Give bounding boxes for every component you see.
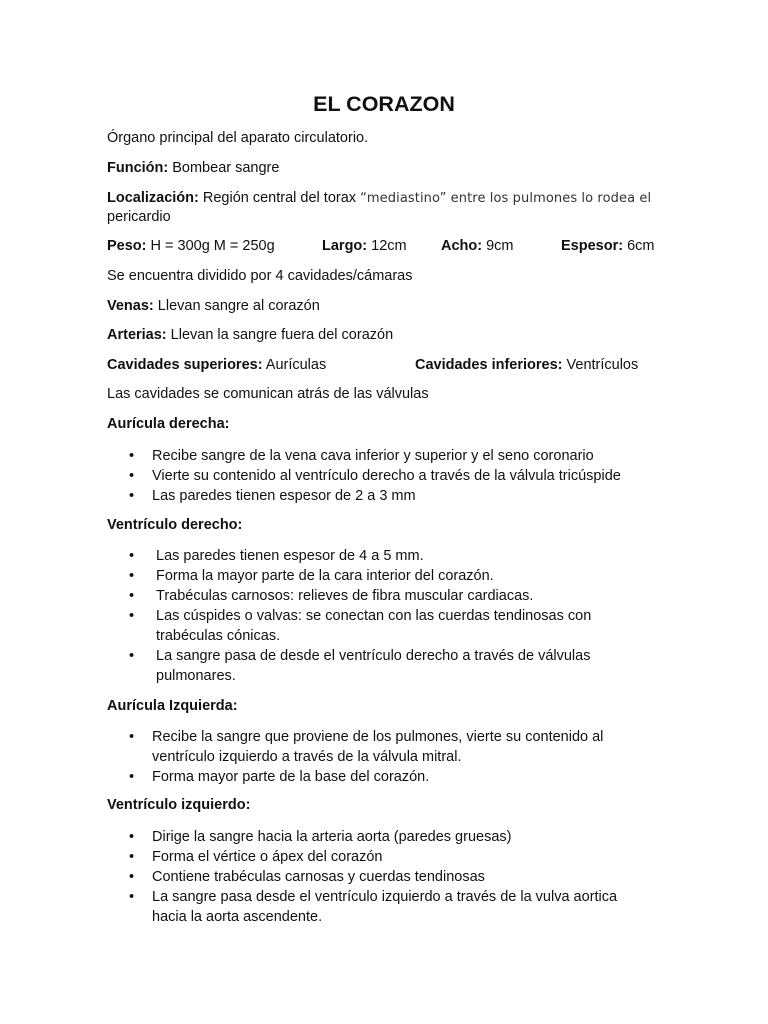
cavidades-inf-value: Ventrículos	[562, 357, 639, 373]
venas-line	[107, 297, 320, 317]
medidas-row	[107, 237, 667, 257]
list-item: • La sangre pasa de desde el ventrículo derecho a través de válvulas pulmonares.	[107, 646, 617, 686]
comunicacion-text: Las cavidades se comunican atrás de las válvulas	[107, 386, 429, 402]
localizacion-text: Región central del torax	[198, 190, 361, 206]
funcion-label: Función:	[107, 160, 169, 176]
cavidades-inf-label: Cavidades inferiores:	[415, 357, 563, 373]
cavidades-superiores	[107, 356, 326, 376]
auricula-izquierda-heading: Aurícula Izquierda:	[107, 698, 238, 714]
list-item: • Forma mayor parte de la base del corazón.	[107, 767, 632, 787]
list-item: • La sangre pasa desde el ventrículo izquierdo a través de la vulva aortica hacia la aorta ascendente.	[107, 887, 642, 927]
peso-value: H = 300g M = 250g	[146, 238, 275, 254]
peso-label: Peso:	[107, 238, 147, 254]
acho-value: 9cm	[482, 238, 514, 254]
ventriculo-izquierdo-list	[107, 827, 642, 927]
localizacion-label: Localización:	[107, 190, 199, 206]
localizacion-line2: pericardio	[107, 209, 171, 225]
espesor-field	[561, 237, 654, 257]
largo-value: 12cm	[367, 238, 407, 254]
cavidades-inferiores	[415, 356, 638, 376]
auricula-derecha-list	[107, 446, 667, 506]
espesor-label: Espesor:	[561, 238, 624, 254]
section-heading	[107, 796, 250, 816]
intro-text: Órgano principal del aparato circulatorio.	[107, 130, 369, 146]
venas-label: Venas:	[107, 298, 154, 314]
funcion-text: Bombear sangre	[168, 160, 280, 176]
cavidades-row	[107, 356, 667, 376]
localizacion-quoted: “mediastino” entre los pulmones lo rodea el	[360, 191, 652, 206]
section-heading	[107, 516, 242, 536]
auricula-izquierda-list	[107, 727, 632, 787]
acho-field	[441, 237, 514, 257]
largo-field	[322, 237, 407, 257]
auricula-derecha-heading: Aurícula derecha:	[107, 416, 230, 432]
ventriculo-derecho-list	[107, 546, 617, 686]
funcion-line	[107, 159, 279, 179]
peso-field	[107, 237, 275, 257]
venas-text: Llevan sangre al corazón	[153, 298, 320, 314]
acho-label: Acho:	[441, 238, 483, 254]
cavidades-sup-label: Cavidades superiores:	[107, 357, 263, 373]
section-heading	[107, 415, 230, 435]
list-item: • Las paredes tienen espesor de 4 a 5 mm.	[107, 546, 617, 566]
ventriculo-izquierdo-heading: Ventrículo izquierdo:	[107, 797, 251, 813]
ventriculo-derecho-heading: Ventrículo derecho:	[107, 517, 243, 533]
list-item: • Recibe sangre de la vena cava inferior y superior y el seno coronario	[107, 446, 667, 466]
division-text: Se encuentra dividido por 4 cavidades/cámaras	[107, 268, 413, 284]
localizacion-line	[107, 189, 651, 209]
list-item: • Dirige la sangre hacia la arteria aorta (paredes gruesas)	[107, 827, 642, 847]
section-heading	[107, 697, 238, 717]
list-item: • Las cúspides o valvas: se conectan con las cuerdas tendinosas con trabéculas cónicas.	[107, 606, 617, 646]
list-item: • Forma la mayor parte de la cara interior del corazón.	[107, 566, 617, 586]
list-item: • Contiene trabéculas carnosas y cuerdas tendinosas	[107, 867, 642, 887]
arterias-label: Arterias:	[107, 327, 167, 343]
list-item: • Vierte su contenido al ventrículo derecho a través de la válvula tricúspide	[107, 466, 667, 486]
largo-label: Largo:	[322, 238, 368, 254]
espesor-value: 6cm	[623, 238, 655, 254]
arterias-text: Llevan la sangre fuera del corazón	[166, 327, 394, 343]
list-item: • Las paredes tienen espesor de 2 a 3 mm	[107, 486, 667, 506]
list-item: • Recibe la sangre que proviene de los pulmones, vierte su contenido al ventrículo izquierdo a través de la válvula mitral.	[107, 727, 632, 767]
document-title: EL CORAZON	[313, 92, 455, 116]
arterias-line	[107, 326, 393, 346]
list-item: • Forma el vértice o ápex del corazón	[107, 847, 642, 867]
cavidades-sup-value: Aurículas	[262, 357, 327, 373]
list-item: • Trabéculas carnosos: relieves de fibra muscular cardiacas.	[107, 586, 617, 606]
